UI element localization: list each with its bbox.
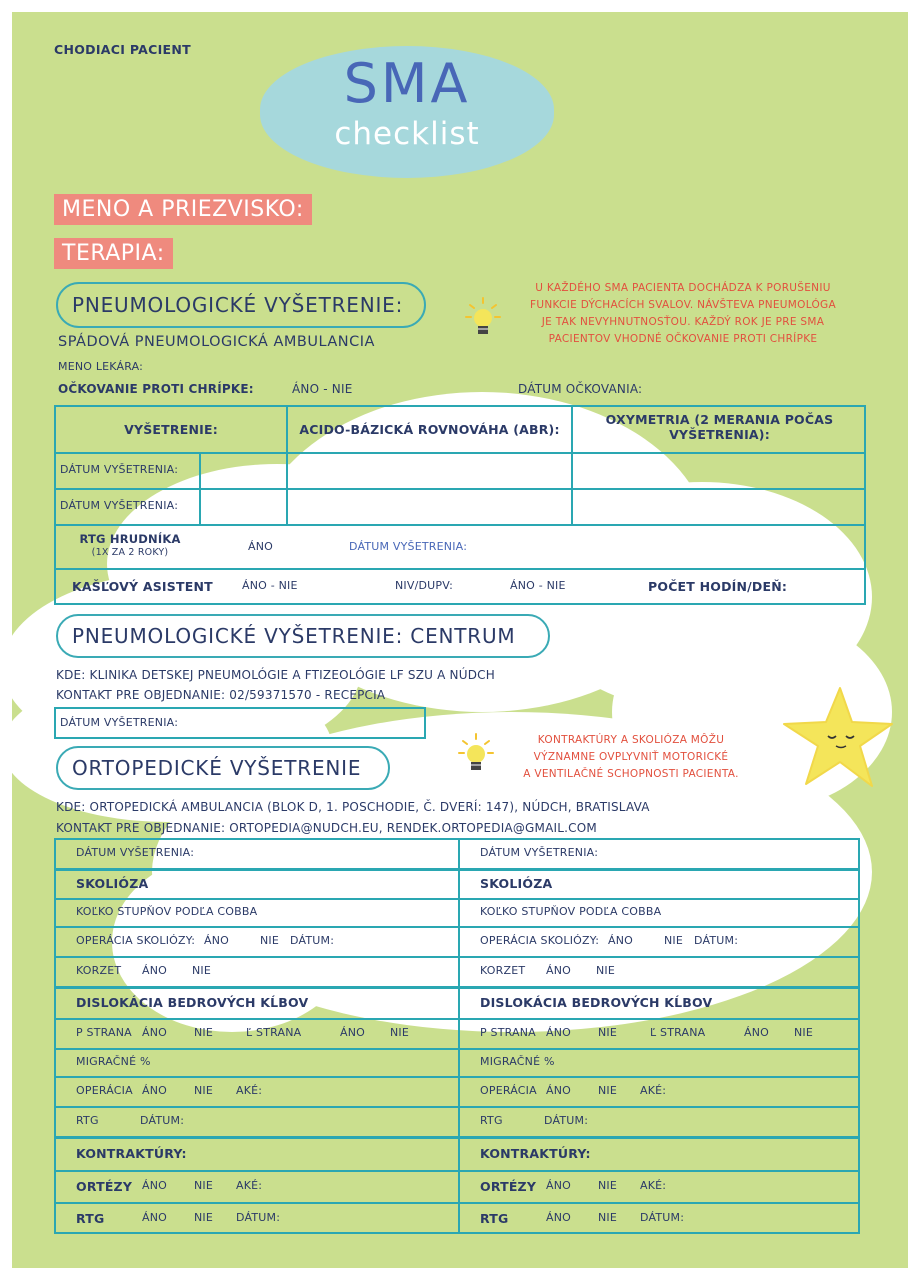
star-icon [778,684,896,796]
table-rule [54,1170,860,1172]
ortho-yes-left[interactable]: ÁNO [204,934,230,947]
ortho-yes-left[interactable]: ÁNO [142,1211,168,1224]
therapy-label: TERAPIA: [54,238,173,269]
ortho-date-short-right: DÁTUM: [544,1114,589,1127]
ortho-date-short-left: DÁTUM: [140,1114,185,1127]
table-rule [54,926,860,928]
ortho-yes-left[interactable]: ÁNO [142,964,168,977]
ortho-no-left[interactable]: NIE [192,964,212,977]
ortho-yes-right[interactable]: ÁNO [546,1179,572,1192]
ortho-op-left: OPERÁCIA [76,1084,133,1097]
table-rule [54,1202,860,1204]
flu-yesno[interactable]: ÁNO - NIE [292,382,353,396]
ortho-no-left[interactable]: NIE [194,1026,214,1039]
ortho-yes-right[interactable]: ÁNO [744,1026,770,1039]
ortho-no-left[interactable]: NIE [194,1084,214,1097]
pneumo-heading: PNEUMOLOGICKÉ VYŠETRENIE: [56,282,426,328]
row-date-2: DÁTUM VYŠETRENIA: [60,499,179,512]
ortho-date-short-left: DÁTUM: [236,1211,281,1224]
table-rule [199,452,201,526]
ortho-right-right: P STRANA [480,1026,536,1039]
ortho-no-left[interactable]: NIE [390,1026,410,1039]
table-rule [54,488,866,490]
page-title: SMA [343,52,471,115]
page [12,12,908,1268]
ortho-left-right: Ľ STRANA [650,1026,706,1039]
rtg-yes[interactable]: ÁNO [248,540,274,553]
ortho-scoliosis-right: SKOLIÓZA [480,876,553,891]
pneumo-note: U KAŽDÉHO SMA PACIENTA DOCHÁDZA K PORUŠENIU FUNKCIE DÝCHACÍCH SVALOV. NÁVŠTEVA PNEUMOLÓGA JE TAK NEVYHNUTNOSŤOU. KAŽDÝ ROK JE PRE SMA PACIENTOV VHODNÉ OČKOVANIE PROTI CHRÍPKE [530,282,836,345]
ortho-op-scol-right: OPERÁCIA SKOLIÓZY: [480,934,600,947]
ortho-corset-left: KORZET [76,964,122,977]
lightbulb-icon [465,296,501,346]
centrum-date-label: DÁTUM VYŠETRENIA: [60,716,179,729]
table-rule [54,986,860,989]
ortho-op-scol-left: OPERÁCIA SKOLIÓZY: [76,934,196,947]
centrum-where: KDE: KLINIKA DETSKEJ PNEUMOLÓGIE A FTIZEOLÓGIE LF SZU A NÚDCH [56,668,495,682]
ortho-no-right[interactable]: NIE [598,1026,618,1039]
col-exam: VYŠETRENIE: [124,422,218,437]
ortho-yes-left[interactable]: ÁNO [142,1026,168,1039]
ortho-hip-left: DISLOKÁCIA BEDROVÝCH KĹBOV [76,995,309,1010]
ortho-corset-right: KORZET [480,964,526,977]
centrum-contact: KONTAKT PRE OBJEDNANIE: 02/59371570 - RECEPCIA [56,688,386,702]
ortho-yes-left[interactable]: ÁNO [142,1084,168,1097]
ortho-right-left: P STRANA [76,1026,132,1039]
ortho-which-right: AKÉ: [640,1084,667,1097]
col-abr: ACIDO-BÁZICKÁ ROVNOVÁHA (ABR): [299,422,560,437]
ortho-no-right[interactable]: NIE [596,964,616,977]
table-rule [54,524,866,526]
ortho-scoliosis-left: SKOLIÓZA [76,876,149,891]
ortho-no-right[interactable]: NIE [598,1179,618,1192]
hours-per-day: POČET HODÍN/DEŇ: [648,579,788,594]
ortho-date-left: DÁTUM VYŠETRENIA: [76,846,195,859]
ortho-heading: ORTOPEDICKÉ VYŠETRENIE [56,746,390,790]
ortho-rtg-right: RTG [480,1114,503,1127]
ortho-rtg-right: RTG [480,1211,509,1226]
ortho-left-left: Ľ STRANA [246,1026,302,1039]
ortho-no-right[interactable]: NIE [794,1026,814,1039]
table-rule [54,868,860,871]
ortho-op-right: OPERÁCIA [480,1084,537,1097]
table-rule [54,1136,860,1139]
ortho-which-right: AKÉ: [640,1179,667,1192]
table-rule [54,1106,860,1108]
ortho-migr-right: MIGRAČNÉ % [480,1055,555,1068]
ortho-hip-right: DISLOKÁCIA BEDROVÝCH KĹBOV [480,995,713,1010]
ortho-yes-right[interactable]: ÁNO [608,934,634,947]
ortho-contr-right: KONTRAKTÚRY: [480,1146,591,1161]
flu-label: OČKOVANIE PROTI CHRÍPKE: [58,382,254,396]
ortho-date-short-left: DÁTUM: [290,934,335,947]
ortho-migr-left: MIGRAČNÉ % [76,1055,151,1068]
ortho-contact: KONTAKT PRE OBJEDNANIE: ORTOPEDIA@NUDCH.EU, RENDEK.ORTOPEDIA@GMAIL.COM [56,821,597,835]
table-rule [54,898,860,900]
ortho-date-short-right: DÁTUM: [694,934,739,947]
ortho-which-left: AKÉ: [236,1084,263,1097]
ambulance-title: SPÁDOVÁ PNEUMOLOGICKÁ AMBULANCIA [58,334,375,350]
table-rule [54,1076,860,1078]
niv-yesno[interactable]: ÁNO - NIE [510,579,566,592]
rtg-frequency: (1X ZA 2 ROKY) [91,547,169,558]
table-rule [54,452,866,454]
ortho-no-right[interactable]: NIE [598,1211,618,1224]
ortho-no-right[interactable]: NIE [664,934,684,947]
page-subtitle: checklist [334,116,480,152]
table-rule [54,956,860,958]
ortho-orth-left: ORTÉZY [76,1179,133,1194]
ortho-no-right[interactable]: NIE [598,1084,618,1097]
ortho-where: KDE: ORTOPEDICKÁ AMBULANCIA (BLOK D, 1. POSCHODIE, Č. DVERÍ: 147), NÚDCH, BRATISLAVA [56,800,650,814]
ortho-date-right: DÁTUM VYŠETRENIA: [480,846,599,859]
name-label: MENO A PRIEZVISKO: [54,194,312,225]
table-rule [54,1018,860,1020]
row-date-1: DÁTUM VYŠETRENIA: [60,463,179,476]
table-rule [54,568,866,570]
ortho-which-left: AKÉ: [236,1179,263,1192]
ortho-orth-right: ORTÉZY [480,1179,537,1194]
ortho-cobb-left: KOĽKO STUPŇOV PODĽA COBBA [76,905,258,918]
ortho-yes-left[interactable]: ÁNO [142,1179,168,1192]
ortho-no-left[interactable]: NIE [260,934,280,947]
ortho-yes-right[interactable]: ÁNO [546,1211,572,1224]
ortho-yes-left[interactable]: ÁNO [340,1026,366,1039]
ortho-no-left[interactable]: NIE [194,1179,214,1192]
flu-date-label: DÁTUM OČKOVANIA: [518,382,643,396]
ortho-rtg-left: RTG [76,1114,99,1127]
lightbulb-icon [458,732,494,782]
niv-label: NIV/DUPV: [395,579,453,592]
cough-assist: KAŠĽOVÝ ASISTENT [72,579,213,594]
ortho-yes-right[interactable]: ÁNO [546,1026,572,1039]
ortho-rtg-left: RTG [76,1211,105,1226]
ortho-yes-right[interactable]: ÁNO [546,964,572,977]
ortho-cobb-right: KOĽKO STUPŇOV PODĽA COBBA [480,905,662,918]
col-oxymetry: OXYMETRIA (2 MERANIA POČAS VYŠETRENIA): [605,412,834,442]
doctor-label: MENO LEKÁRA: [58,360,144,373]
ortho-note: KONTRAKTÚRY A SKOLIÓZA MÔŽU VÝZNAMNE OVPLYVNIŤ MOTORICKÉ A VENTILAČNÉ SCHOPNOSTI PACIENTA. [523,734,739,780]
ortho-contr-left: KONTRAKTÚRY: [76,1146,187,1161]
rtg-chest: RTG HRUDNÍKA [79,532,181,546]
centrum-heading: PNEUMOLOGICKÉ VYŠETRENIE: CENTRUM [56,614,550,658]
patient-type: CHODIACI PACIENT [54,42,191,57]
ortho-yes-right[interactable]: ÁNO [546,1084,572,1097]
table-rule [54,1048,860,1050]
rtg-date: DÁTUM VYŠETRENIA: [349,540,468,553]
cough-yesno[interactable]: ÁNO - NIE [242,579,298,592]
ortho-no-left[interactable]: NIE [194,1211,214,1224]
ortho-date-short-right: DÁTUM: [640,1211,685,1224]
